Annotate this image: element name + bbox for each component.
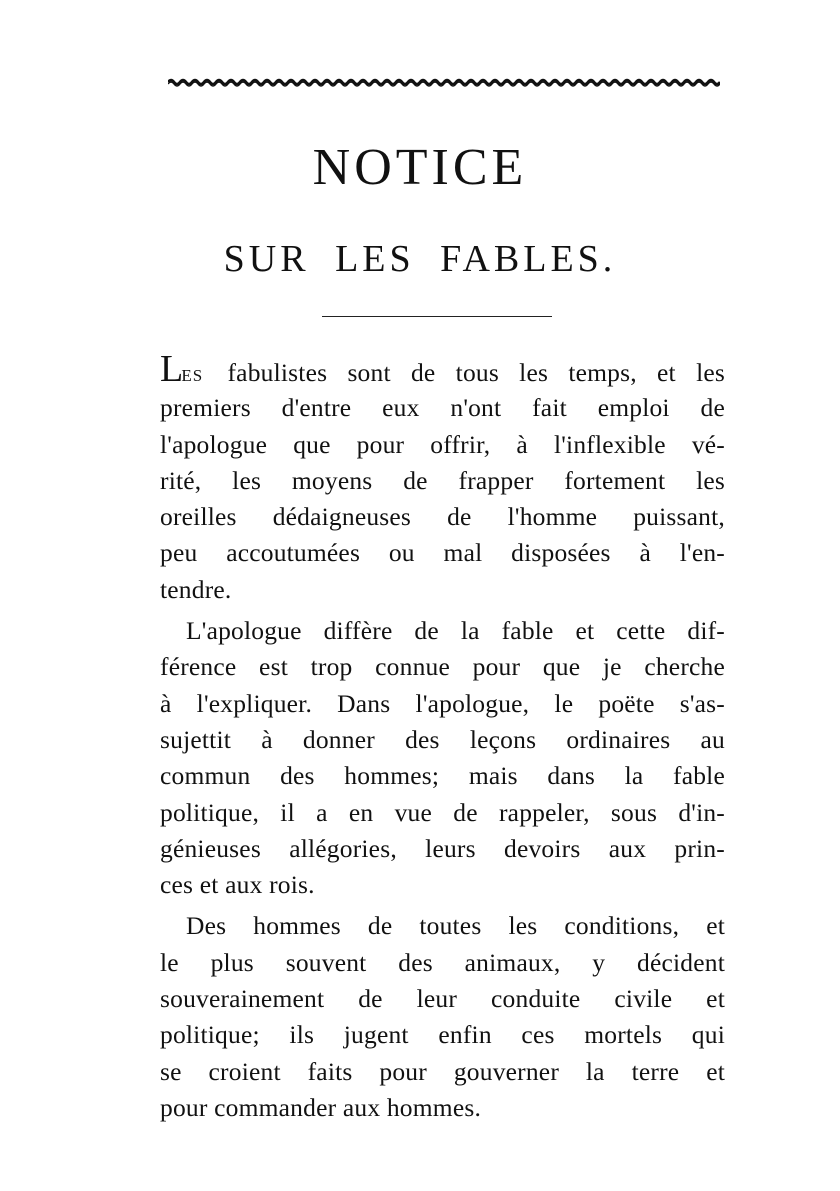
text-line: politique, il a en vue de rappeler, sous d'in- xyxy=(160,797,725,827)
ornamental-band-icon xyxy=(168,74,720,88)
text-line: oreilles dédaigneuses de l'homme puissant, xyxy=(160,502,725,532)
text-line: tendre. xyxy=(160,574,232,604)
text-line: l'apologue que pour offrir, à l'inflexible vé- xyxy=(160,429,725,459)
text-line: L'apologue diffère de la fable et cette dif- xyxy=(186,616,725,646)
text-line: ces et aux rois. xyxy=(160,870,315,900)
body-text xyxy=(160,348,725,1126)
text-line: Des hommes de toutes les conditions, et xyxy=(186,911,725,941)
text-line: souverainement de leur conduite civile et xyxy=(160,984,725,1014)
page-subtitle: SUR LES FABLES. xyxy=(223,238,617,280)
drop-cap: L xyxy=(160,348,184,390)
text-line: politique; ils jugent enfin ces mortels qui xyxy=(160,1020,725,1050)
small-caps: ES xyxy=(181,366,204,385)
text-line: commun des hommes; mais dans la fable xyxy=(160,761,725,791)
title-rule xyxy=(322,316,552,317)
text-line: à l'expliquer. Dans l'apologue, le poëte s'as- xyxy=(160,688,725,718)
text-line: peu accoutumées ou mal disposées à l'en- xyxy=(160,538,725,568)
text-line: férence est trop connue pour que je cherche xyxy=(160,652,725,682)
text-line: pour commander aux hommes. xyxy=(160,1092,482,1122)
page-title: NOTICE xyxy=(312,139,528,196)
text-line: sujettit à donner des leçons ordinaires au xyxy=(160,724,725,754)
text-line: rité, les moyens de frapper fortement les xyxy=(160,465,725,495)
text-line: se croient faits pour gouverner la terre et xyxy=(160,1056,725,1086)
text-line: premiers d'entre eux n'ont fait emploi de xyxy=(160,393,725,423)
text-line: le plus souvent des animaux, y décident xyxy=(160,947,725,977)
text-line: LES fabulistes sont de tous les temps, et les xyxy=(160,348,725,390)
text-line: génieuses allégories, leurs devoirs aux prin- xyxy=(160,833,725,863)
